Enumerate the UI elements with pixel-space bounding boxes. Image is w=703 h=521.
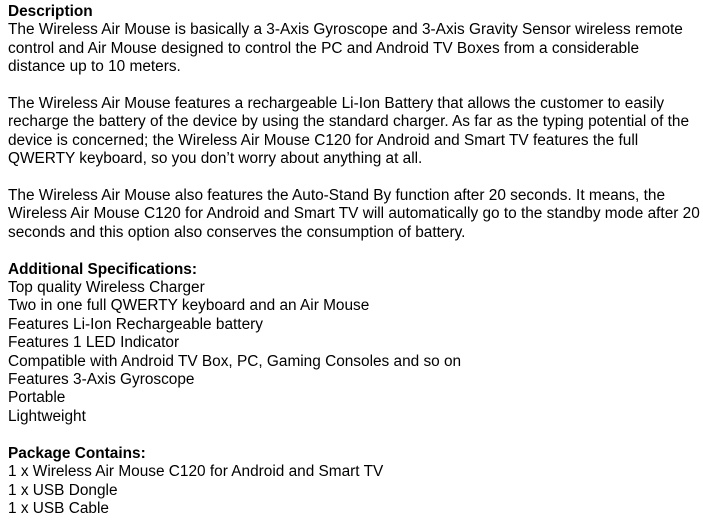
specification-item: Top quality Wireless Charger: [8, 279, 205, 297]
package-contents-heading: Package Contains:: [8, 444, 146, 462]
package-item: 1 x Wireless Air Mouse C120 for Android and Smart TV: [8, 463, 384, 481]
package-item: 1 x USB Cable: [8, 499, 109, 517]
section-spacer: [8, 242, 700, 260]
specification-item: Portable: [8, 389, 66, 407]
specification-item: Features 3-Axis Gyroscope: [8, 371, 195, 389]
specifications-heading: Additional Specifications:: [8, 260, 197, 278]
package-item: 1 x USB Dongle: [8, 481, 118, 499]
specifications-list: [8, 279, 700, 426]
section-spacer: [8, 426, 700, 444]
description-paragraph-1: The Wireless Air Mouse is basically a 3-Axis Gyroscope and 3-Axis Gravity Sensor wireless remote control and Air Mouse designed to control the PC and Android TV Boxes from a considerable distance up to 10 meters.: [8, 21, 683, 76]
description-paragraph-2: The Wireless Air Mouse features a rechargeable Li-Ion Battery that allows the customer to easily recharge the battery of the device by using the standard charger. As far as the typing potential of the device is concerned; the Wireless Air Mouse C120 for Android and Smart TV features the full QWERTY keyboard, so you don’t worry about anything at all.: [8, 95, 690, 168]
specification-item: Two in one full QWERTY keyboard and an Air Mouse: [8, 297, 370, 315]
description-heading: Description: [8, 3, 93, 20]
paragraph-spacer: [8, 77, 700, 95]
package-contents-list: [8, 463, 700, 518]
specification-item: Compatible with Android TV Box, PC, Gaming Consoles and so on: [8, 352, 462, 370]
product-description-document: [8, 3, 700, 518]
description-paragraph-3: The Wireless Air Mouse also features the Auto-Stand By function after 20 seconds. It means, the Wireless Air Mouse C120 for Android and Smart TV will automatically go to the standby mode after 20 seconds and this option also conserves the consumption of battery.: [8, 187, 700, 241]
specification-item: Lightweight: [8, 407, 86, 425]
specification-item: Features 1 LED Indicator: [8, 334, 180, 352]
specification-item: Features Li-Ion Rechargeable battery: [8, 315, 263, 333]
paragraph-spacer: [8, 169, 700, 187]
